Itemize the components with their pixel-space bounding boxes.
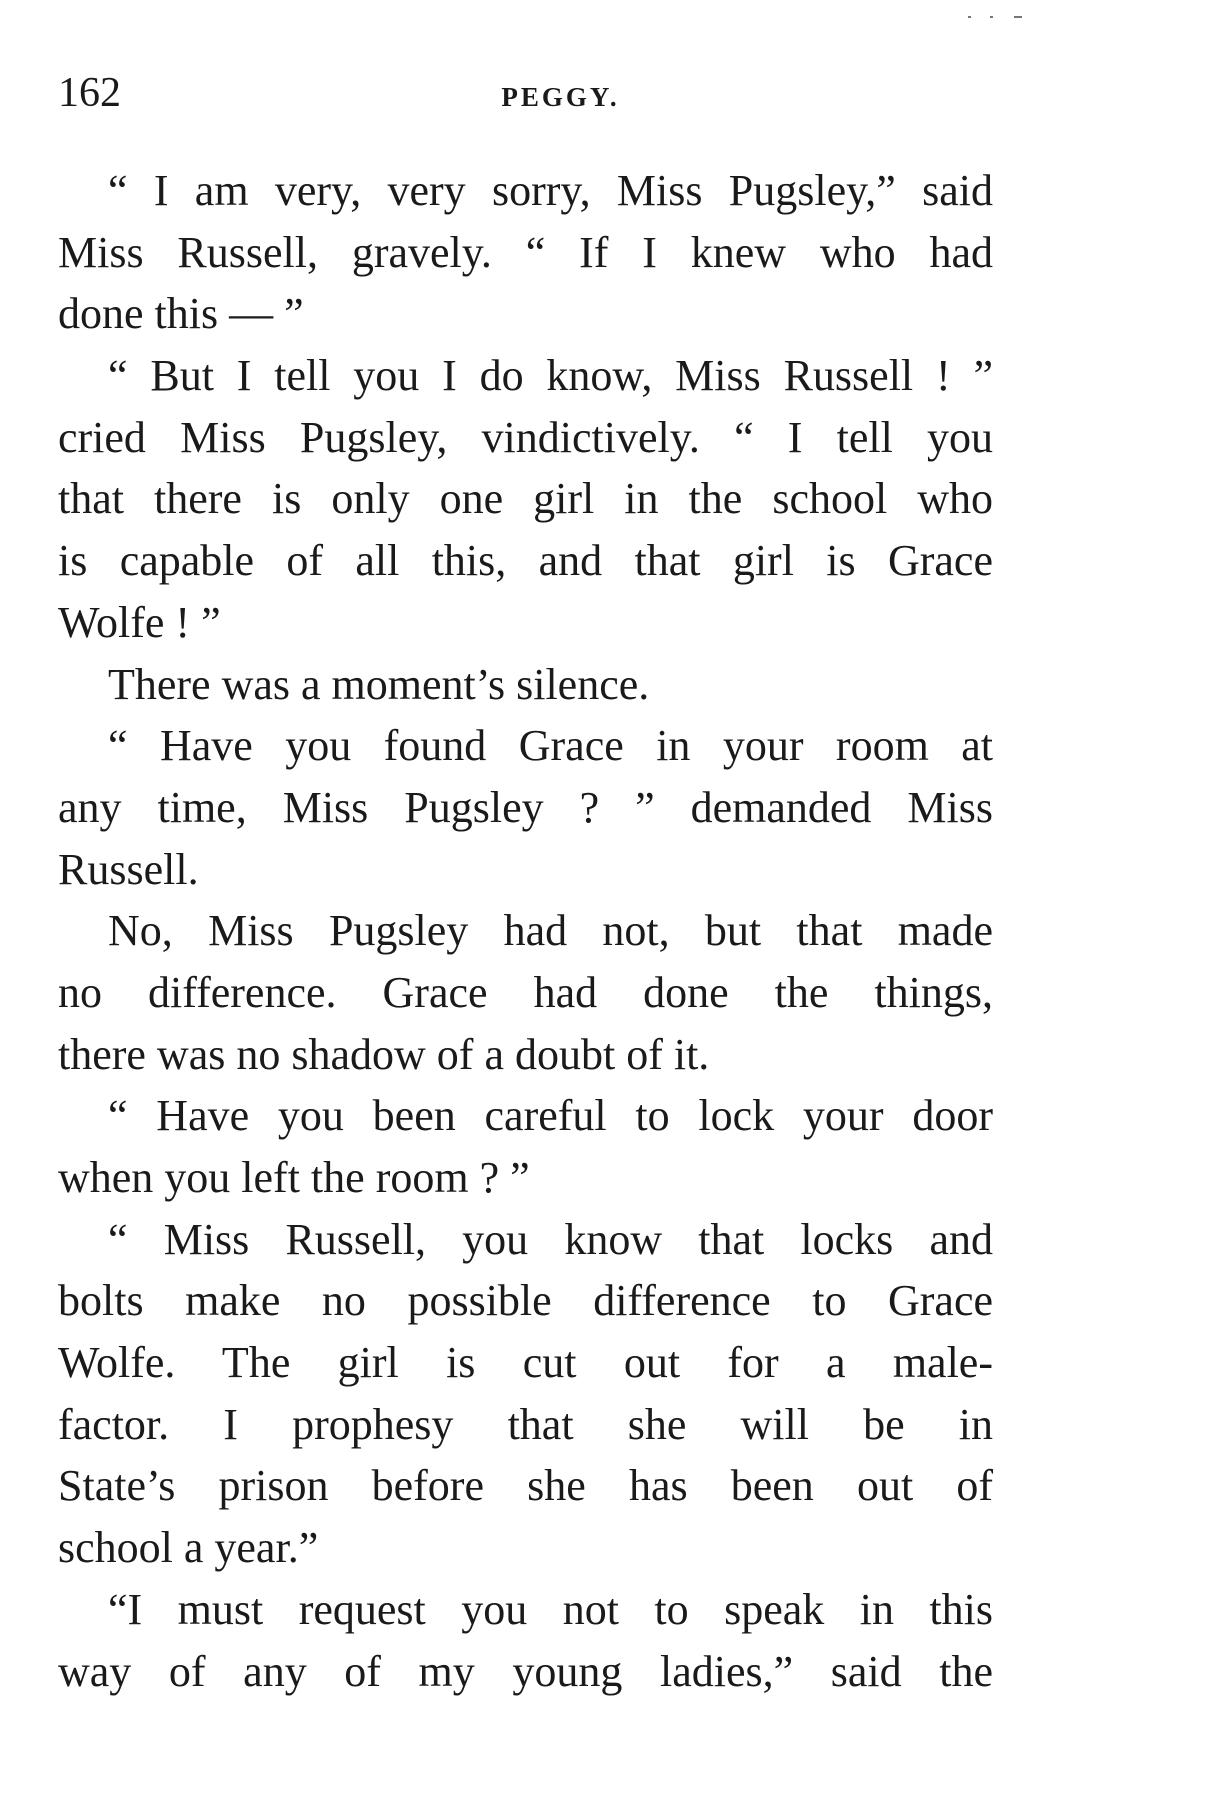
- text-line: done this — ”: [58, 289, 304, 339]
- text-line: no difference. Grace had done the things,: [58, 967, 993, 1017]
- speck: [990, 16, 993, 18]
- text-line: “ But I tell you I do know, Miss Russell ! ”: [108, 351, 993, 401]
- text-line: No, Miss Pugsley had not, but that made: [108, 906, 993, 956]
- text-line: there was no shadow of a doubt of it.: [58, 1029, 710, 1079]
- text-line: that there is only one girl in the school who: [58, 474, 993, 524]
- speck: [1014, 16, 1022, 18]
- text-line: factor. I prophesy that she will be in: [58, 1399, 993, 1449]
- text-line: any time, Miss Pugsley ? ” demanded Miss: [58, 782, 993, 832]
- text-line: Miss Russell, gravely. “ If I knew who had: [58, 227, 993, 277]
- text-line: Wolfe ! ”: [58, 597, 221, 647]
- text-line: “ Miss Russell, you know that locks and: [108, 1214, 993, 1264]
- text-line: when you left the room ? ”: [58, 1153, 530, 1202]
- paper-specks: [968, 16, 1028, 26]
- text-line: “ Have you been careful to lock your door: [108, 1091, 993, 1141]
- text-line: bolts make no possible difference to Grace: [58, 1276, 993, 1326]
- body-text: [58, 160, 993, 1702]
- text-line: cried Miss Pugsley, vindictively. “ I tell you: [58, 412, 993, 462]
- text-line: State’s prison before she has been out of: [58, 1461, 993, 1511]
- text-line: “I must request you not to speak in this: [108, 1584, 993, 1634]
- page-number: 162: [58, 70, 121, 116]
- speck: [968, 16, 971, 18]
- page-header: [58, 68, 993, 118]
- text-line: Wolfe. The girl is cut out for a male-: [58, 1338, 993, 1388]
- text-line: is capable of all this, and that girl is Grace: [58, 536, 993, 586]
- text-line: There was a moment’s silence.: [108, 659, 650, 709]
- running-title: PEGGY.: [501, 82, 620, 112]
- text-line: “ I am very, very sorry, Miss Pugsley,” said: [108, 166, 993, 215]
- text-line: school a year.”: [58, 1523, 319, 1573]
- text-line: way of any of my young ladies,” said the: [58, 1646, 993, 1696]
- text-line: “ Have you found Grace in your room at: [108, 721, 993, 771]
- text-line: Russell.: [58, 844, 199, 894]
